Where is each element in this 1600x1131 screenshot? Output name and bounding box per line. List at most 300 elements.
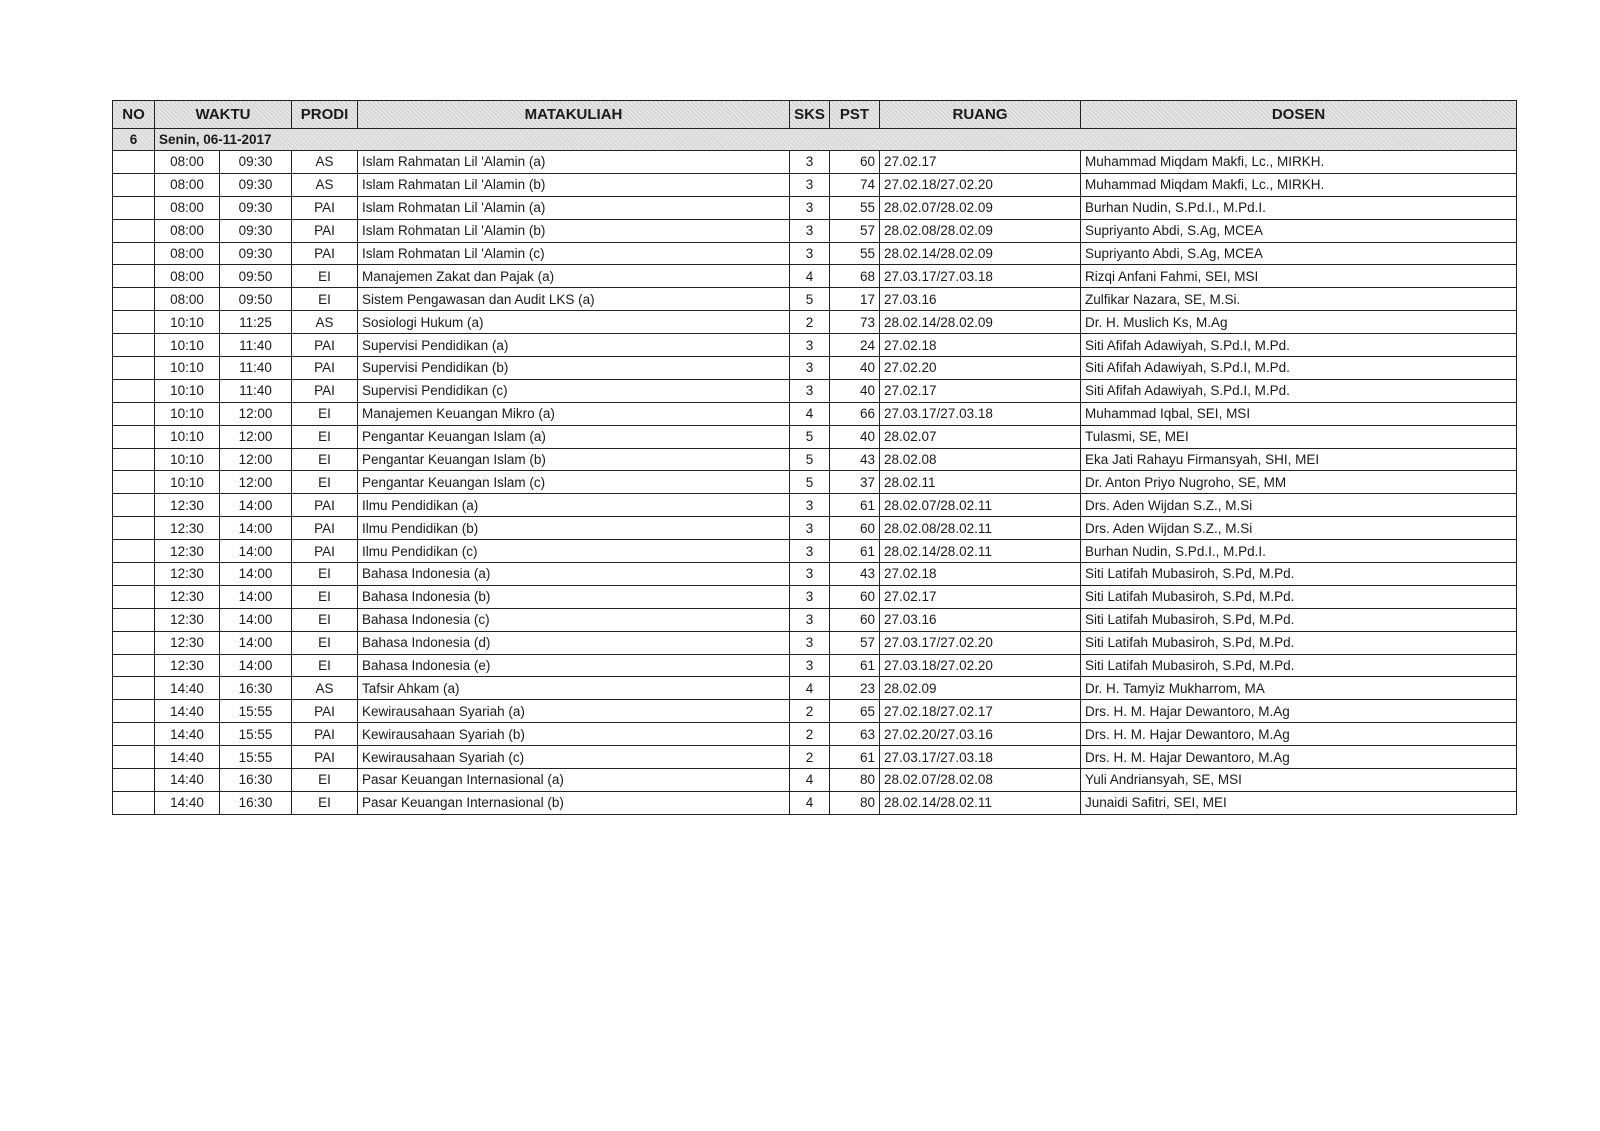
sks-cell: 3 xyxy=(790,654,830,677)
sks-cell: 5 xyxy=(790,471,830,494)
ruang-cell: 27.02.18 xyxy=(880,563,1081,586)
table-row xyxy=(113,242,1517,265)
matakuliah-cell: Pasar Keuangan Internasional (a) xyxy=(358,769,790,792)
prodi-cell: PAI xyxy=(292,196,358,219)
sks-cell: 3 xyxy=(790,608,830,631)
prodi-cell: PAI xyxy=(292,357,358,380)
sks-cell: 4 xyxy=(790,265,830,288)
row-no-cell xyxy=(113,723,155,746)
row-no-cell xyxy=(113,402,155,425)
row-no-cell xyxy=(113,151,155,174)
sks-cell: 3 xyxy=(790,540,830,563)
pst-cell: 55 xyxy=(830,196,880,219)
prodi-cell: PAI xyxy=(292,379,358,402)
dosen-cell: Siti Afifah Adawiyah, S.Pd.I, M.Pd. xyxy=(1081,357,1517,380)
sks-cell: 3 xyxy=(790,334,830,357)
sks-cell: 3 xyxy=(790,585,830,608)
ruang-cell: 28.02.07/28.02.08 xyxy=(880,769,1081,792)
dosen-cell: Drs. H. M. Hajar Dewantoro, M.Ag xyxy=(1081,700,1517,723)
start-time-cell: 10:10 xyxy=(155,471,220,494)
row-no-cell xyxy=(113,746,155,769)
pst-cell: 61 xyxy=(830,746,880,769)
end-time-cell: 14:00 xyxy=(220,654,292,677)
table-row xyxy=(113,334,1517,357)
ruang-cell: 27.03.18/27.02.20 xyxy=(880,654,1081,677)
dosen-cell: Siti Latifah Mubasiroh, S.Pd, M.Pd. xyxy=(1081,608,1517,631)
dosen-cell: Siti Afifah Adawiyah, S.Pd.I, M.Pd. xyxy=(1081,334,1517,357)
matakuliah-cell: Tafsir Ahkam (a) xyxy=(358,677,790,700)
dosen-cell: Burhan Nudin, S.Pd.I., M.Pd.I. xyxy=(1081,540,1517,563)
row-no-cell xyxy=(113,448,155,471)
ruang-cell: 27.03.17/27.03.18 xyxy=(880,402,1081,425)
prodi-cell: EI xyxy=(292,631,358,654)
matakuliah-cell: Pengantar Keuangan Islam (b) xyxy=(358,448,790,471)
prodi-cell: EI xyxy=(292,265,358,288)
prodi-cell: PAI xyxy=(292,517,358,540)
dosen-cell: Yuli Andriansyah, SE, MSI xyxy=(1081,769,1517,792)
pst-cell: 74 xyxy=(830,173,880,196)
dosen-cell: Muhammad Miqdam Makfi, Lc., MIRKH. xyxy=(1081,173,1517,196)
sks-cell: 2 xyxy=(790,723,830,746)
dosen-cell: Siti Latifah Mubasiroh, S.Pd, M.Pd. xyxy=(1081,563,1517,586)
dosen-cell: Drs. Aden Wijdan S.Z., M.Si xyxy=(1081,517,1517,540)
ruang-cell: 27.02.18/27.02.17 xyxy=(880,700,1081,723)
pst-cell: 17 xyxy=(830,288,880,311)
end-time-cell: 15:55 xyxy=(220,700,292,723)
end-time-cell: 14:00 xyxy=(220,631,292,654)
prodi-cell: EI xyxy=(292,608,358,631)
start-time-cell: 08:00 xyxy=(155,219,220,242)
start-time-cell: 14:40 xyxy=(155,746,220,769)
end-time-cell: 12:00 xyxy=(220,425,292,448)
prodi-cell: AS xyxy=(292,173,358,196)
pst-cell: 80 xyxy=(830,791,880,814)
dosen-cell: Supriyanto Abdi, S.Ag, MCEA xyxy=(1081,219,1517,242)
row-no-cell xyxy=(113,585,155,608)
pst-cell: 60 xyxy=(830,585,880,608)
end-time-cell: 09:50 xyxy=(220,288,292,311)
ruang-cell: 28.02.14/28.02.11 xyxy=(880,791,1081,814)
pst-cell: 60 xyxy=(830,517,880,540)
dosen-cell: Eka Jati Rahayu Firmansyah, SHI, MEI xyxy=(1081,448,1517,471)
matakuliah-cell: Pengantar Keuangan Islam (c) xyxy=(358,471,790,494)
sks-cell: 3 xyxy=(790,494,830,517)
end-time-cell: 09:50 xyxy=(220,265,292,288)
start-time-cell: 10:10 xyxy=(155,425,220,448)
start-time-cell: 14:40 xyxy=(155,677,220,700)
start-time-cell: 12:30 xyxy=(155,540,220,563)
matakuliah-cell: Bahasa Indonesia (e) xyxy=(358,654,790,677)
pst-cell: 80 xyxy=(830,769,880,792)
dosen-cell: Dr. H. Tamyiz Mukharrom, MA xyxy=(1081,677,1517,700)
matakuliah-cell: Ilmu Pendidikan (a) xyxy=(358,494,790,517)
pst-cell: 57 xyxy=(830,631,880,654)
matakuliah-cell: Islam Rohmatan Lil 'Alamin (a) xyxy=(358,196,790,219)
header-pst: PST xyxy=(830,101,880,129)
sks-cell: 3 xyxy=(790,173,830,196)
prodi-cell: PAI xyxy=(292,723,358,746)
pst-cell: 61 xyxy=(830,654,880,677)
ruang-cell: 28.02.08 xyxy=(880,448,1081,471)
ruang-cell: 27.02.17 xyxy=(880,151,1081,174)
table-row xyxy=(113,265,1517,288)
prodi-cell: PAI xyxy=(292,494,358,517)
schedule-table xyxy=(112,100,1517,815)
day-label: Senin, 06-11-2017 xyxy=(155,129,1517,151)
sks-cell: 3 xyxy=(790,196,830,219)
row-no-cell xyxy=(113,357,155,380)
end-time-cell: 14:00 xyxy=(220,608,292,631)
matakuliah-cell: Supervisi Pendidikan (c) xyxy=(358,379,790,402)
start-time-cell: 14:40 xyxy=(155,769,220,792)
row-no-cell xyxy=(113,654,155,677)
end-time-cell: 16:30 xyxy=(220,769,292,792)
sks-cell: 2 xyxy=(790,311,830,334)
prodi-cell: EI xyxy=(292,791,358,814)
sks-cell: 5 xyxy=(790,288,830,311)
row-no-cell xyxy=(113,288,155,311)
start-time-cell: 10:10 xyxy=(155,334,220,357)
row-no-cell xyxy=(113,540,155,563)
start-time-cell: 08:00 xyxy=(155,265,220,288)
row-no-cell xyxy=(113,517,155,540)
table-row xyxy=(113,357,1517,380)
prodi-cell: EI xyxy=(292,425,358,448)
start-time-cell: 12:30 xyxy=(155,654,220,677)
start-time-cell: 12:30 xyxy=(155,517,220,540)
start-time-cell: 14:40 xyxy=(155,791,220,814)
pst-cell: 57 xyxy=(830,219,880,242)
end-time-cell: 11:40 xyxy=(220,379,292,402)
ruang-cell: 28.02.07 xyxy=(880,425,1081,448)
table-row xyxy=(113,700,1517,723)
prodi-cell: AS xyxy=(292,677,358,700)
dosen-cell: Muhammad Miqdam Makfi, Lc., MIRKH. xyxy=(1081,151,1517,174)
prodi-cell: PAI xyxy=(292,242,358,265)
pst-cell: 60 xyxy=(830,151,880,174)
table-row xyxy=(113,494,1517,517)
table-row xyxy=(113,196,1517,219)
matakuliah-cell: Sosiologi Hukum (a) xyxy=(358,311,790,334)
sks-cell: 5 xyxy=(790,448,830,471)
ruang-cell: 28.02.08/28.02.09 xyxy=(880,219,1081,242)
ruang-cell: 27.03.17/27.03.18 xyxy=(880,265,1081,288)
table-row xyxy=(113,677,1517,700)
end-time-cell: 14:00 xyxy=(220,563,292,586)
dosen-cell: Zulfikar Nazara, SE, M.Si. xyxy=(1081,288,1517,311)
day-row xyxy=(113,129,1517,151)
table-row xyxy=(113,379,1517,402)
prodi-cell: EI xyxy=(292,402,358,425)
ruang-cell: 28.02.07/28.02.09 xyxy=(880,196,1081,219)
sks-cell: 3 xyxy=(790,563,830,586)
ruang-cell: 27.02.18 xyxy=(880,334,1081,357)
pst-cell: 24 xyxy=(830,334,880,357)
table-row xyxy=(113,723,1517,746)
start-time-cell: 08:00 xyxy=(155,173,220,196)
row-no-cell xyxy=(113,677,155,700)
dosen-cell: Burhan Nudin, S.Pd.I., M.Pd.I. xyxy=(1081,196,1517,219)
dosen-cell: Drs. H. M. Hajar Dewantoro, M.Ag xyxy=(1081,723,1517,746)
prodi-cell: EI xyxy=(292,563,358,586)
start-time-cell: 10:10 xyxy=(155,402,220,425)
matakuliah-cell: Kewirausahaan Syariah (b) xyxy=(358,723,790,746)
prodi-cell: AS xyxy=(292,311,358,334)
prodi-cell: PAI xyxy=(292,219,358,242)
table-row xyxy=(113,288,1517,311)
start-time-cell: 10:10 xyxy=(155,311,220,334)
prodi-cell: PAI xyxy=(292,540,358,563)
header-no: NO xyxy=(113,101,155,129)
table-row xyxy=(113,654,1517,677)
prodi-cell: EI xyxy=(292,448,358,471)
table-row xyxy=(113,608,1517,631)
sks-cell: 3 xyxy=(790,357,830,380)
table-row xyxy=(113,311,1517,334)
header-dosen: DOSEN xyxy=(1081,101,1517,129)
row-no-cell xyxy=(113,769,155,792)
table-row xyxy=(113,585,1517,608)
pst-cell: 37 xyxy=(830,471,880,494)
end-time-cell: 16:30 xyxy=(220,677,292,700)
header-matakuliah: MATAKULIAH xyxy=(358,101,790,129)
matakuliah-cell: Manajemen Keuangan Mikro (a) xyxy=(358,402,790,425)
dosen-cell: Dr. Anton Priyo Nugroho, SE, MM xyxy=(1081,471,1517,494)
prodi-cell: EI xyxy=(292,769,358,792)
dosen-cell: Drs. H. M. Hajar Dewantoro, M.Ag xyxy=(1081,746,1517,769)
end-time-cell: 14:00 xyxy=(220,494,292,517)
matakuliah-cell: Islam Rohmatan Lil 'Alamin (b) xyxy=(358,219,790,242)
matakuliah-cell: Islam Rohmatan Lil 'Alamin (c) xyxy=(358,242,790,265)
pst-cell: 61 xyxy=(830,494,880,517)
dosen-cell: Siti Latifah Mubasiroh, S.Pd, M.Pd. xyxy=(1081,654,1517,677)
pst-cell: 40 xyxy=(830,425,880,448)
pst-cell: 43 xyxy=(830,563,880,586)
start-time-cell: 08:00 xyxy=(155,196,220,219)
prodi-cell: EI xyxy=(292,288,358,311)
row-no-cell xyxy=(113,334,155,357)
ruang-cell: 28.02.14/28.02.09 xyxy=(880,311,1081,334)
pst-cell: 68 xyxy=(830,265,880,288)
prodi-cell: EI xyxy=(292,585,358,608)
ruang-cell: 27.02.20 xyxy=(880,357,1081,380)
end-time-cell: 14:00 xyxy=(220,585,292,608)
row-no-cell xyxy=(113,173,155,196)
end-time-cell: 15:55 xyxy=(220,723,292,746)
dosen-cell: Supriyanto Abdi, S.Ag, MCEA xyxy=(1081,242,1517,265)
sks-cell: 4 xyxy=(790,677,830,700)
start-time-cell: 12:30 xyxy=(155,631,220,654)
dosen-cell: Junaidi Safitri, SEI, MEI xyxy=(1081,791,1517,814)
start-time-cell: 14:40 xyxy=(155,723,220,746)
ruang-cell: 28.02.09 xyxy=(880,677,1081,700)
matakuliah-cell: Islam Rahmatan Lil 'Alamin (b) xyxy=(358,173,790,196)
prodi-cell: EI xyxy=(292,654,358,677)
row-no-cell xyxy=(113,494,155,517)
header-prodi: PRODI xyxy=(292,101,358,129)
table-row xyxy=(113,517,1517,540)
end-time-cell: 11:40 xyxy=(220,357,292,380)
ruang-cell: 27.03.17/27.02.20 xyxy=(880,631,1081,654)
pst-cell: 66 xyxy=(830,402,880,425)
sks-cell: 5 xyxy=(790,425,830,448)
matakuliah-cell: Bahasa Indonesia (b) xyxy=(358,585,790,608)
pst-cell: 23 xyxy=(830,677,880,700)
end-time-cell: 14:00 xyxy=(220,517,292,540)
pst-cell: 65 xyxy=(830,700,880,723)
prodi-cell: EI xyxy=(292,471,358,494)
row-no-cell xyxy=(113,242,155,265)
prodi-cell: PAI xyxy=(292,746,358,769)
ruang-cell: 27.02.17 xyxy=(880,585,1081,608)
row-no-cell xyxy=(113,265,155,288)
table-row xyxy=(113,471,1517,494)
end-time-cell: 09:30 xyxy=(220,151,292,174)
ruang-cell: 28.02.07/28.02.11 xyxy=(880,494,1081,517)
start-time-cell: 12:30 xyxy=(155,608,220,631)
pst-cell: 73 xyxy=(830,311,880,334)
matakuliah-cell: Ilmu Pendidikan (c) xyxy=(358,540,790,563)
sks-cell: 4 xyxy=(790,769,830,792)
dosen-cell: Siti Latifah Mubasiroh, S.Pd, M.Pd. xyxy=(1081,585,1517,608)
start-time-cell: 10:10 xyxy=(155,379,220,402)
start-time-cell: 12:30 xyxy=(155,585,220,608)
matakuliah-cell: Supervisi Pendidikan (a) xyxy=(358,334,790,357)
table-row xyxy=(113,746,1517,769)
day-number: 6 xyxy=(113,129,155,151)
header-row xyxy=(113,101,1517,129)
start-time-cell: 08:00 xyxy=(155,151,220,174)
table-row xyxy=(113,791,1517,814)
header-sks: SKS xyxy=(790,101,830,129)
row-no-cell xyxy=(113,425,155,448)
row-no-cell xyxy=(113,791,155,814)
prodi-cell: PAI xyxy=(292,334,358,357)
table-row xyxy=(113,769,1517,792)
header-waktu: WAKTU xyxy=(155,101,292,129)
row-no-cell xyxy=(113,471,155,494)
pst-cell: 61 xyxy=(830,540,880,563)
sks-cell: 2 xyxy=(790,746,830,769)
dosen-cell: Muhammad Iqbal, SEI, MSI xyxy=(1081,402,1517,425)
sks-cell: 2 xyxy=(790,700,830,723)
end-time-cell: 09:30 xyxy=(220,173,292,196)
pst-cell: 43 xyxy=(830,448,880,471)
dosen-cell: Siti Afifah Adawiyah, S.Pd.I, M.Pd. xyxy=(1081,379,1517,402)
row-no-cell xyxy=(113,608,155,631)
row-no-cell xyxy=(113,379,155,402)
table-row xyxy=(113,402,1517,425)
end-time-cell: 11:25 xyxy=(220,311,292,334)
ruang-cell: 27.02.18/27.02.20 xyxy=(880,173,1081,196)
sks-cell: 3 xyxy=(790,242,830,265)
table-row xyxy=(113,425,1517,448)
ruang-cell: 27.02.17 xyxy=(880,379,1081,402)
end-time-cell: 11:40 xyxy=(220,334,292,357)
start-time-cell: 12:30 xyxy=(155,494,220,517)
matakuliah-cell: Sistem Pengawasan dan Audit LKS (a) xyxy=(358,288,790,311)
end-time-cell: 14:00 xyxy=(220,540,292,563)
prodi-cell: PAI xyxy=(292,700,358,723)
table-row xyxy=(113,631,1517,654)
matakuliah-cell: Pengantar Keuangan Islam (a) xyxy=(358,425,790,448)
dosen-cell: Rizqi Anfani Fahmi, SEI, MSI xyxy=(1081,265,1517,288)
start-time-cell: 12:30 xyxy=(155,563,220,586)
dosen-cell: Tulasmi, SE, MEI xyxy=(1081,425,1517,448)
header-ruang: RUANG xyxy=(880,101,1081,129)
start-time-cell: 08:00 xyxy=(155,288,220,311)
sks-cell: 3 xyxy=(790,219,830,242)
row-no-cell xyxy=(113,563,155,586)
sks-cell: 4 xyxy=(790,791,830,814)
ruang-cell: 28.02.08/28.02.11 xyxy=(880,517,1081,540)
ruang-cell: 28.02.11 xyxy=(880,471,1081,494)
table-row xyxy=(113,173,1517,196)
start-time-cell: 10:10 xyxy=(155,448,220,471)
matakuliah-cell: Bahasa Indonesia (d) xyxy=(358,631,790,654)
start-time-cell: 14:40 xyxy=(155,700,220,723)
pst-cell: 63 xyxy=(830,723,880,746)
row-no-cell xyxy=(113,196,155,219)
end-time-cell: 15:55 xyxy=(220,746,292,769)
table-row xyxy=(113,151,1517,174)
matakuliah-cell: Manajemen Zakat dan Pajak (a) xyxy=(358,265,790,288)
ruang-cell: 27.02.20/27.03.16 xyxy=(880,723,1081,746)
table-row xyxy=(113,540,1517,563)
dosen-cell: Drs. Aden Wijdan S.Z., M.Si xyxy=(1081,494,1517,517)
ruang-cell: 27.03.16 xyxy=(880,288,1081,311)
end-time-cell: 09:30 xyxy=(220,242,292,265)
end-time-cell: 12:00 xyxy=(220,471,292,494)
matakuliah-cell: Ilmu Pendidikan (b) xyxy=(358,517,790,540)
row-no-cell xyxy=(113,631,155,654)
dosen-cell: Dr. H. Muslich Ks, M.Ag xyxy=(1081,311,1517,334)
end-time-cell: 16:30 xyxy=(220,791,292,814)
matakuliah-cell: Bahasa Indonesia (c) xyxy=(358,608,790,631)
matakuliah-cell: Bahasa Indonesia (a) xyxy=(358,563,790,586)
matakuliah-cell: Kewirausahaan Syariah (c) xyxy=(358,746,790,769)
sks-cell: 3 xyxy=(790,379,830,402)
ruang-cell: 27.03.16 xyxy=(880,608,1081,631)
table-row xyxy=(113,448,1517,471)
row-no-cell xyxy=(113,700,155,723)
end-time-cell: 09:30 xyxy=(220,196,292,219)
end-time-cell: 09:30 xyxy=(220,219,292,242)
matakuliah-cell: Kewirausahaan Syariah (a) xyxy=(358,700,790,723)
matakuliah-cell: Supervisi Pendidikan (b) xyxy=(358,357,790,380)
table-row xyxy=(113,219,1517,242)
end-time-cell: 12:00 xyxy=(220,402,292,425)
end-time-cell: 12:00 xyxy=(220,448,292,471)
row-no-cell xyxy=(113,311,155,334)
ruang-cell: 28.02.14/28.02.11 xyxy=(880,540,1081,563)
ruang-cell: 28.02.14/28.02.09 xyxy=(880,242,1081,265)
pst-cell: 40 xyxy=(830,379,880,402)
matakuliah-cell: Islam Rahmatan Lil 'Alamin (a) xyxy=(358,151,790,174)
sks-cell: 4 xyxy=(790,402,830,425)
start-time-cell: 08:00 xyxy=(155,242,220,265)
sks-cell: 3 xyxy=(790,151,830,174)
pst-cell: 40 xyxy=(830,357,880,380)
row-no-cell xyxy=(113,219,155,242)
pst-cell: 55 xyxy=(830,242,880,265)
pst-cell: 60 xyxy=(830,608,880,631)
dosen-cell: Siti Latifah Mubasiroh, S.Pd, M.Pd. xyxy=(1081,631,1517,654)
ruang-cell: 27.03.17/27.03.18 xyxy=(880,746,1081,769)
start-time-cell: 10:10 xyxy=(155,357,220,380)
matakuliah-cell: Pasar Keuangan Internasional (b) xyxy=(358,791,790,814)
table-row xyxy=(113,563,1517,586)
